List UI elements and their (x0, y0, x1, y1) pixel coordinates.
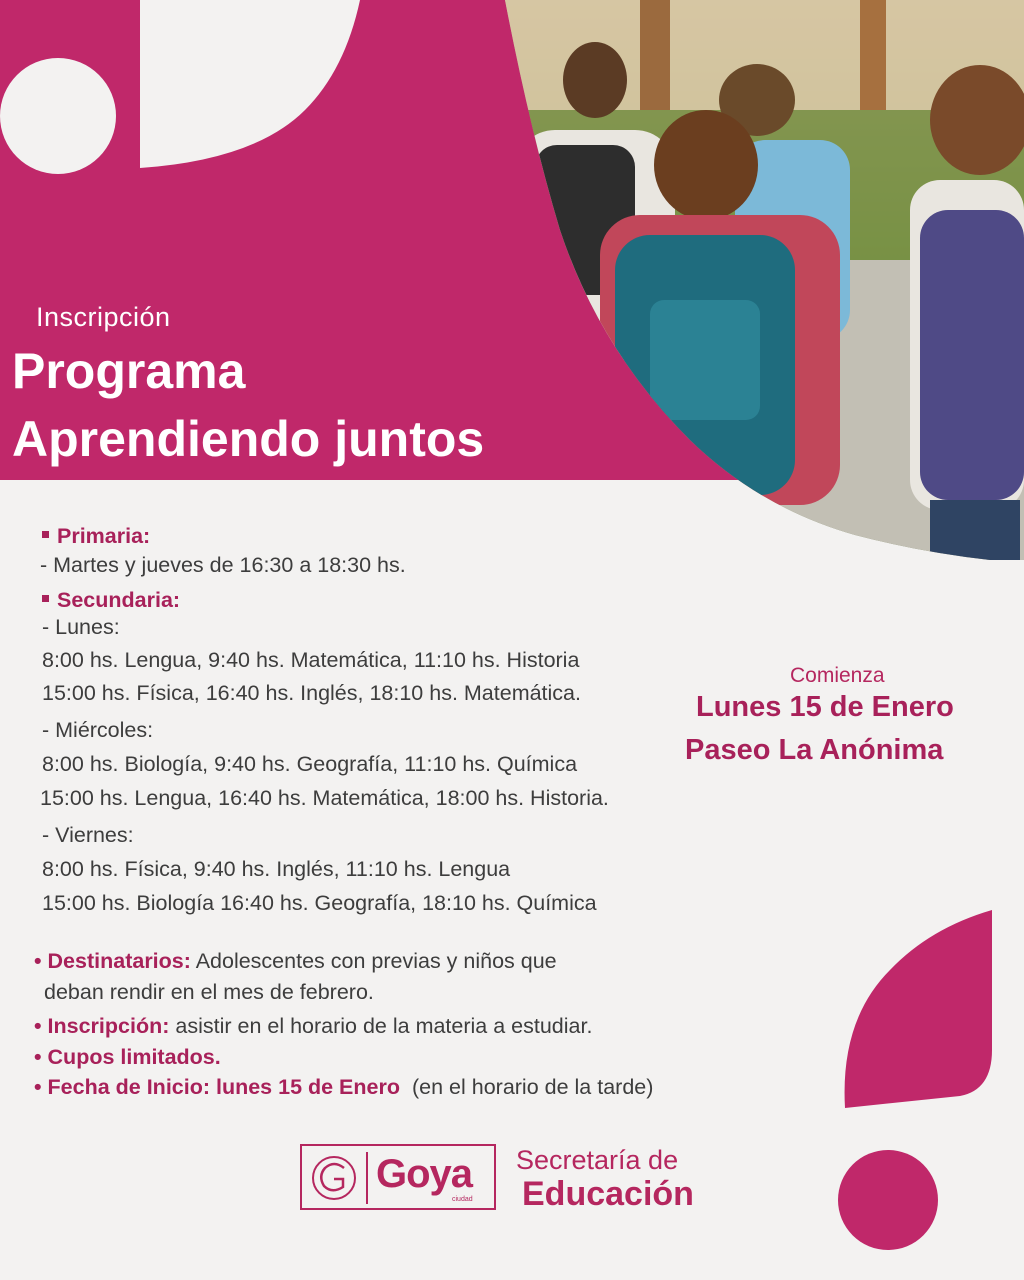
viernes-line-1: 8:00 hs. Física, 9:40 hs. Inglés, 11:10 hs. Lengua (42, 857, 511, 881)
comienza-label: Comienza (790, 664, 885, 687)
secundaria-heading: Secundaria: (42, 590, 180, 612)
cupos-item: • Cupos limitados. (34, 1045, 221, 1069)
header-banner (0, 0, 1024, 560)
logo-divider (366, 1152, 368, 1204)
viernes-label: - Viernes: (42, 823, 134, 847)
viernes-line-2: 15:00 hs. Biología 16:40 hs. Geografía, 18:10 hs. Química (42, 891, 597, 915)
decor-dot (0, 58, 116, 174)
lunes-line-1: 8:00 hs. Lengua, 9:40 hs. Matemática, 11:10 hs. Historia (42, 648, 580, 672)
bullet-icon: • (34, 1075, 42, 1099)
decor-hook (845, 910, 992, 1108)
bullet-icon (42, 531, 49, 538)
page-title-line1: Programa (12, 343, 246, 399)
primaria-heading: Primaria: (42, 526, 150, 548)
bullet-icon (42, 595, 49, 602)
fecha-item: • Fecha de Inicio: lunes 15 de Enero (en el horario de la tarde) (34, 1075, 654, 1099)
miercoles-line-1: 8:00 hs. Biología, 9:40 hs. Geografía, 11:10 hs. Química (42, 752, 578, 776)
goya-emblem-icon (310, 1154, 358, 1202)
inscripcion-item: • Inscripción: asistir en el horario de la materia a estudiar. (34, 1014, 593, 1038)
page-title-line2: Aprendiendo juntos (12, 411, 485, 467)
bullet-icon: • (34, 1014, 42, 1038)
destinatarios-item: • Destinatarios: Adolescentes con previas y niños que (34, 949, 557, 973)
logo-sub: ciudad (452, 1196, 473, 1203)
lunes-line-2: 15:00 hs. Física, 16:40 hs. Inglés, 18:10 hs. Matemática. (42, 681, 581, 705)
goya-logo (300, 1144, 496, 1210)
logo-wordmark: Goya (376, 1152, 473, 1196)
venue: Paseo La Anónima (685, 734, 944, 766)
secretaria-line2: Educación (522, 1175, 694, 1213)
secretaria-line1: Secretaría de (516, 1145, 679, 1175)
destinatarios-cont: deban rendir en el mes de febrero. (44, 980, 374, 1004)
start-date: Lunes 15 de Enero (696, 691, 954, 723)
miercoles-label: - Miércoles: (42, 718, 154, 742)
header-label: Inscripción (36, 302, 171, 332)
decor-dot (838, 1150, 938, 1250)
lunes-label: - Lunes: (42, 615, 120, 639)
primaria-line: - Martes y jueves de 16:30 a 18:30 hs. (40, 553, 406, 577)
bullet-icon: • (34, 949, 42, 973)
bullet-icon: • (34, 1045, 42, 1069)
miercoles-line-2: 15:00 hs. Lengua, 16:40 hs. Matemática, 18:00 hs. Historia. (40, 786, 609, 810)
question-mark-decor (820, 900, 1024, 1280)
